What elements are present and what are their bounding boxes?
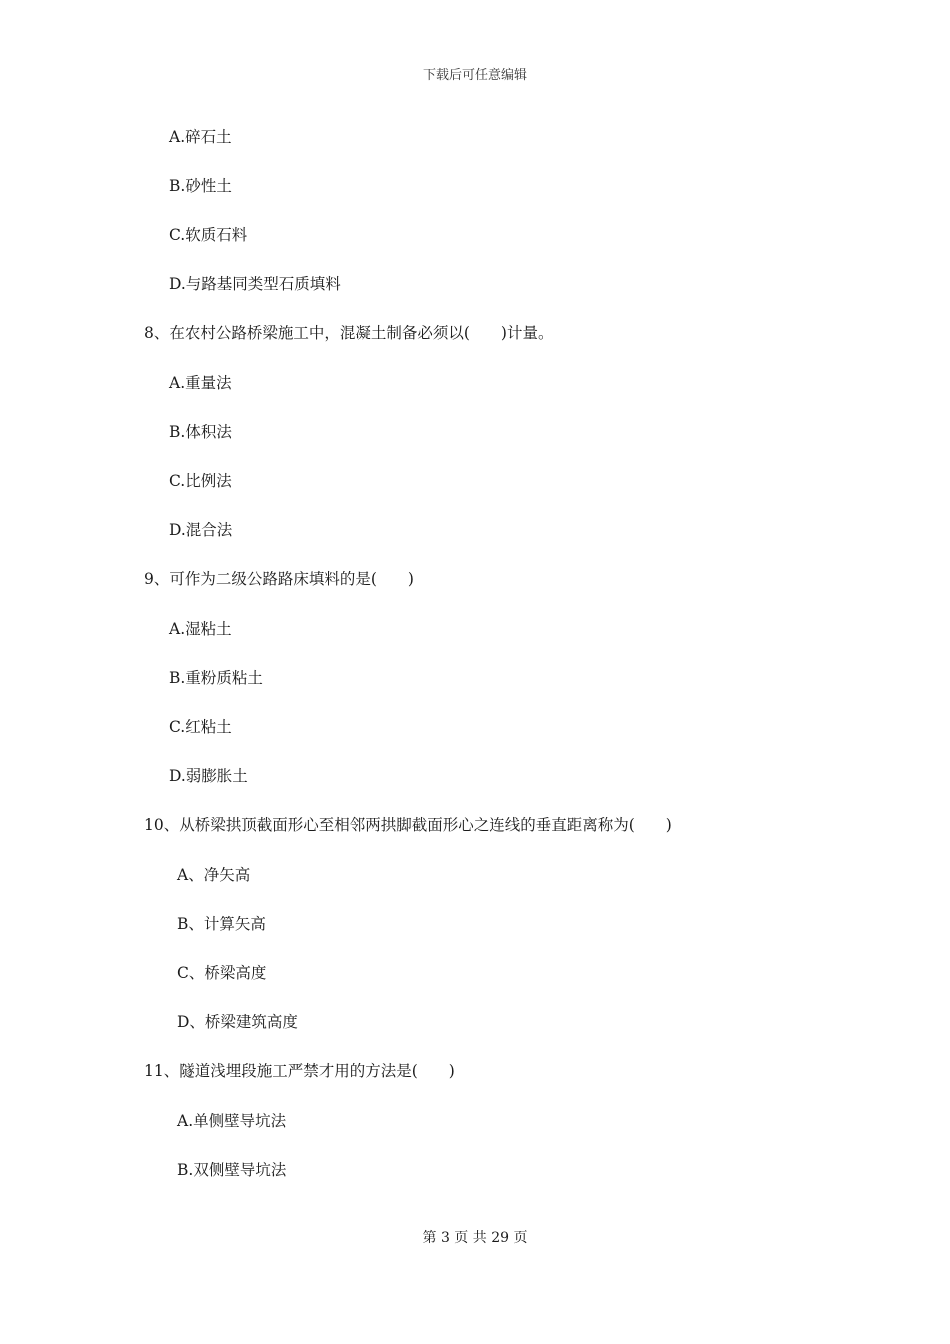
q9-option-b: B.重粉质粘土 xyxy=(169,669,263,687)
page-footer: 第 3 页 共 29 页 xyxy=(422,1230,528,1246)
q7-option-d: D.与路基同类型石质填料 xyxy=(169,275,341,293)
q7-option-b: B.砂性土 xyxy=(169,177,232,195)
q10-option-b: B、计算矢高 xyxy=(177,915,266,933)
q9-stem: 9、可作为二级公路路床填料的是( ) xyxy=(144,570,414,588)
q11-option-b: B.双侧壁导坑法 xyxy=(177,1161,287,1179)
page-header: 下载后可任意编辑 xyxy=(422,68,527,83)
q7-option-a: A.碎石土 xyxy=(169,128,232,146)
q8-option-d: D.混合法 xyxy=(169,521,233,539)
q10-stem: 10、从桥梁拱顶截面形心至相邻两拱脚截面形心之连线的垂直距离称为( ) xyxy=(144,816,672,834)
q7-option-c: C.软质石料 xyxy=(169,226,248,244)
q10-option-a: A、净矢高 xyxy=(177,866,251,884)
q11-option-a: A.单侧壁导坑法 xyxy=(177,1112,287,1130)
q9-option-c: C.红粘土 xyxy=(169,718,232,736)
q9-option-d: D.弱膨胀土 xyxy=(169,767,248,785)
q8-stem: 8、在农村公路桥梁施工中，混凝土制备必须以( )计量。 xyxy=(144,324,554,342)
q10-option-d: D、桥梁建筑高度 xyxy=(177,1013,298,1031)
q8-option-b: B.体积法 xyxy=(169,423,232,441)
q10-option-c: C、桥梁高度 xyxy=(177,964,267,982)
q8-option-a: A.重量法 xyxy=(169,374,232,392)
q8-option-c: C.比例法 xyxy=(169,472,232,490)
q9-option-a: A.湿粘土 xyxy=(169,620,232,638)
q11-stem: 11、隧道浅埋段施工严禁才用的方法是( ) xyxy=(144,1062,455,1080)
